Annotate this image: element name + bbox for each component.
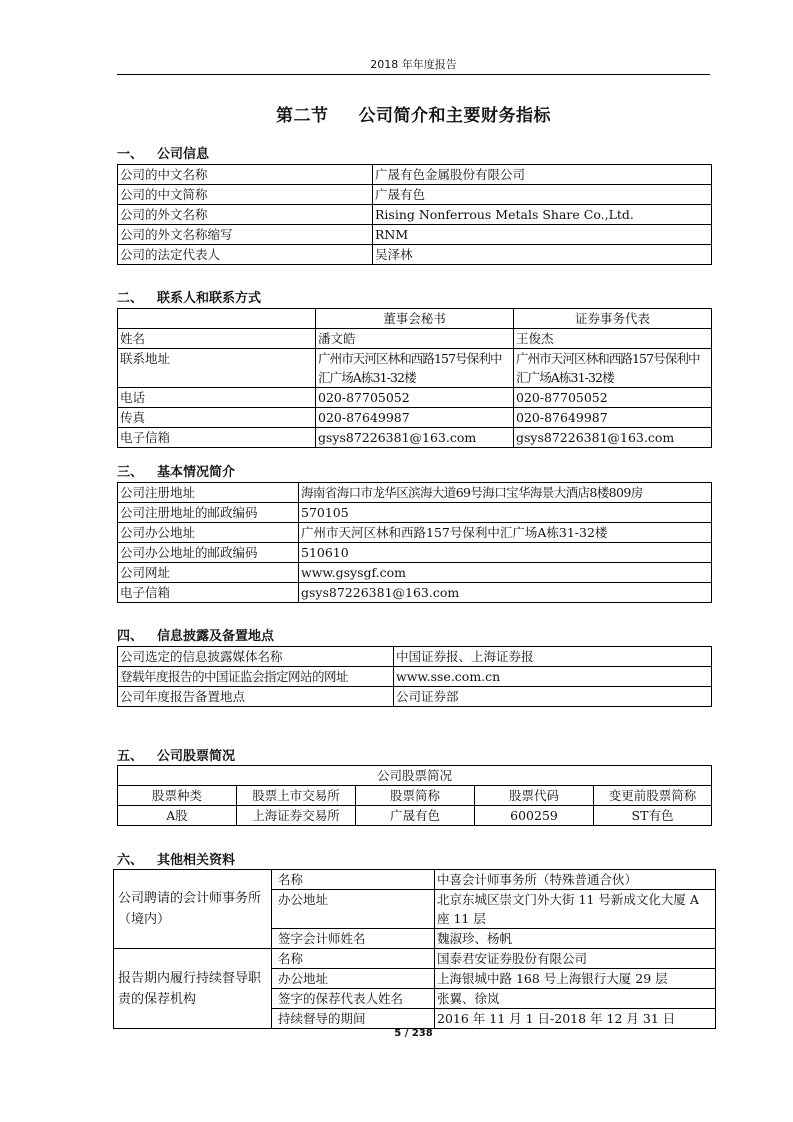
section-6-heading: 六、 其他相关资料: [117, 853, 236, 868]
page-number: 5 / 238: [394, 1028, 433, 1039]
section-5-heading: 五、 公司股票简况: [117, 749, 236, 764]
table-row: 公司的外文名称缩写 RNM: [118, 225, 712, 245]
disclosure-table: [117, 646, 712, 707]
table-row: 公司网址 www.gsysgf.com: [118, 563, 712, 583]
section-number: 第二节: [276, 106, 329, 126]
table-row: 持续督导的期间 2016 年 11 月 1 日-2018 年 12 月 31 日: [114, 1009, 716, 1029]
table-row: 报告期内履行持续督导职责的保荐机构 名称 国泰君安证券股份有限公司: [114, 949, 716, 969]
table-row: 电子信箱 gsys87226381@163.com: [118, 583, 712, 603]
table-row: 公司聘请的会计师事务所（境内） 名称 中喜会计师事务所（特殊普通合伙）: [114, 870, 716, 890]
table-row: 签字会计师姓名 魏淑珍、杨帆: [114, 929, 716, 949]
section-name: 公司简介和主要财务指标: [358, 106, 551, 126]
basic-info-table: [117, 482, 712, 603]
section-1-heading: 一、 公司信息: [117, 147, 210, 162]
table-row: 公司注册地址的邮政编码 570105: [118, 503, 712, 523]
table-row: A股 上海证券交易所 广晟有色 600259 ST有色: [118, 806, 712, 826]
table-row: 办公地址 北京东城区崇文门外大街 11 号新成文化大厦 A 座 11 层: [114, 890, 716, 929]
table-row: 联系地址 广州市天河区林和西路157号保利中汇广场A栋31-32楼 广州市天河区林和西路157号保利中汇广场A栋31-32楼: [118, 349, 712, 388]
other-info-table: [113, 869, 716, 1029]
stock-table: [117, 765, 712, 826]
section-3-heading: 三、 基本情况简介: [117, 465, 236, 480]
company-info-table: [117, 164, 712, 265]
table-row: 电话 020-87705052 020-87705052: [118, 388, 712, 408]
section-2-heading: 二、 联系人和联系方式: [117, 291, 262, 306]
contacts-table: [117, 308, 712, 448]
section-4-heading: 四、 信息披露及备置地点: [117, 629, 275, 644]
table-row: 办公地址 上海银城中路 168 号上海银行大厦 29 层: [114, 969, 716, 989]
header-divider: [117, 74, 710, 75]
table-row: 公司的中文名称 广晟有色金属股份有限公司: [118, 165, 712, 185]
table-row: 公司的外文名称 Rising Nonferrous Metals Share Co.,Ltd.: [118, 205, 712, 225]
table-row: 电子信箱 gsys87226381@163.com gsys87226381@163.com: [118, 428, 712, 448]
table-row: 公司的中文简称 广晟有色: [118, 185, 712, 205]
table-row: 姓名 潘文皓 王俊杰: [118, 329, 712, 349]
table-row: 传真 020-87649987 020-87649987: [118, 408, 712, 428]
table-row: 公司注册地址 海南省海口市龙华区滨海大道69号海口宝华海景大酒店8楼809房: [118, 483, 712, 503]
table-row: 公司选定的信息披露媒体名称 中国证券报、上海证券报: [118, 647, 712, 667]
table-caption-row: 公司股票简况: [118, 766, 712, 786]
table-header-row: 董事会秘书 证券事务代表: [118, 309, 712, 329]
page-title: [117, 101, 710, 126]
table-row: 公司的法定代表人 吴泽林: [118, 245, 712, 265]
table-row: 签字的保荐代表人姓名 张翼、徐岚: [114, 989, 716, 1009]
table-row: 公司年度报告备置地点 公司证券部: [118, 687, 712, 707]
table-row: 公司办公地址的邮政编码 510610: [118, 543, 712, 563]
table-row: 登载年度报告的中国证监会指定网站的网址 www.sse.com.cn: [118, 667, 712, 687]
table-header-row: 股票种类 股票上市交易所 股票简称 股票代码 变更前股票简称: [118, 786, 712, 806]
page-header: 2018 年年度报告: [370, 58, 457, 71]
table-row: 公司办公地址 广州市天河区林和西路157号保利中汇广场A栋31-32楼: [118, 523, 712, 543]
